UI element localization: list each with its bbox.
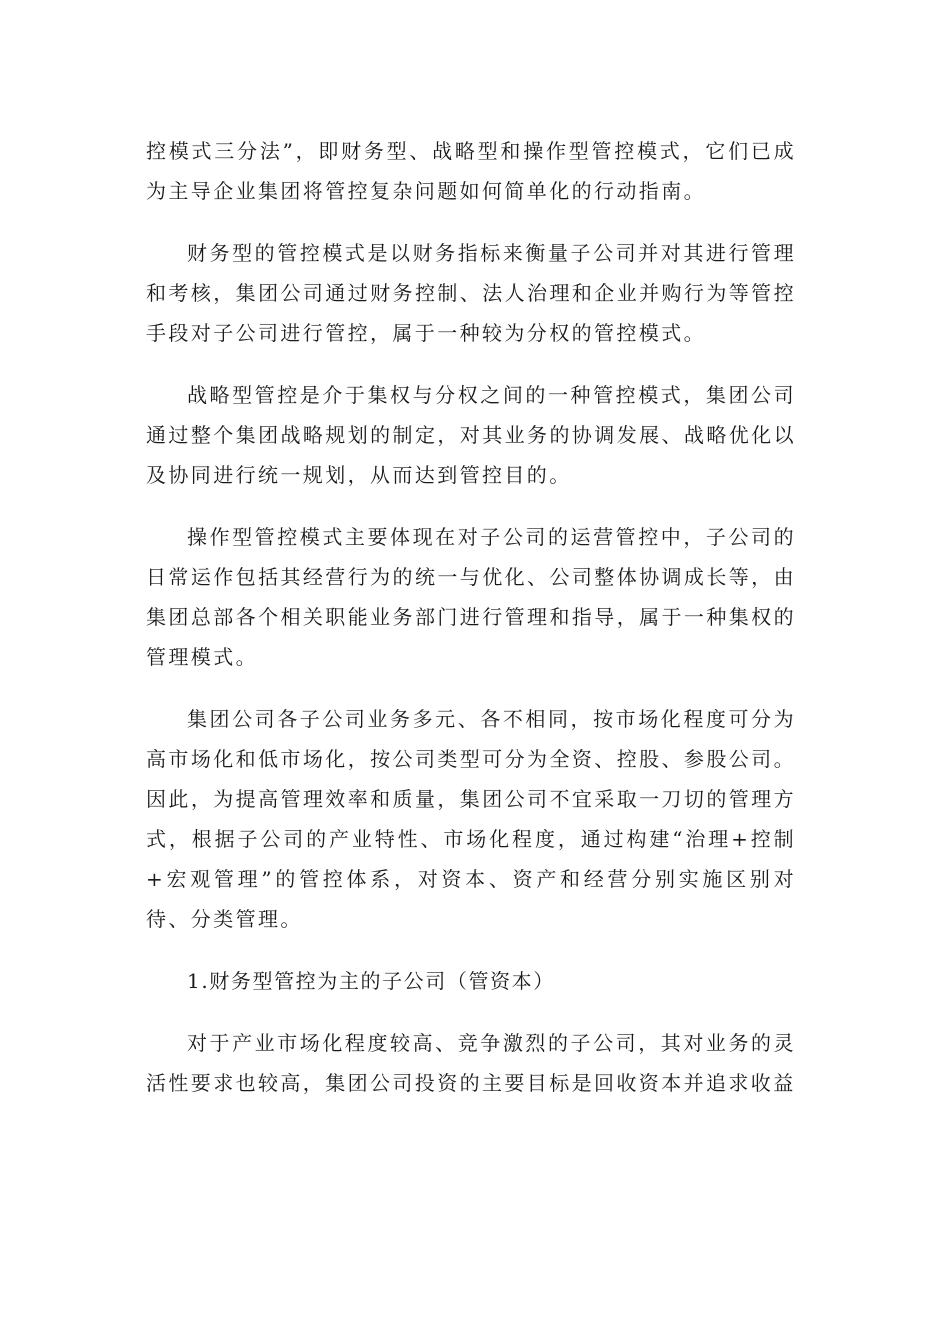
paragraph-operational-control: 操作型管控模式主要体现在对子公司的运营管控中，子公司的日常运作包括其经营行为的统一与优化、公司整体协调成长等，由集团总部各个相关职能业务部门进行管理和指导，属于一种集权的管理模式。	[146, 525, 796, 669]
paragraph-subsidiary-classification: 集团公司各子公司业务多元、各不相同，按市场化程度可分为高市场化和低市场化，按公司类型可分为全资、控股、参股公司。因此，为提高管理效率和质量，集团公司不宜采取一刀切的管理方式，根据子公司的产业特性、市场化程度，通过构建“治理+控制+宏观管理”的管控体系，对资本、资产和经营分别实施区别对待、分类管理。	[146, 707, 796, 931]
paragraph-financial-control: 财务型的管控模式是以财务指标来衡量子公司并对其进行管理和考核，集团公司通过财务控制、法人治理和企业并购行为等管控手段对子公司进行管控，属于一种较为分权的管控模式。	[146, 241, 796, 345]
document-body	[146, 131, 796, 1103]
paragraph-gap	[146, 1001, 796, 1023]
paragraph-financial-subsidiary: 对于产业市场化程度较高、竞争激烈的子公司，其对业务的灵活性要求也较高，集团公司投资的主要目标是回收资本并追求收益	[146, 1031, 796, 1095]
paragraph-strategic-control: 战略型管控是介于集权与分权之间的一种管控模式，集团公司通过整个集团战略规划的制定，对其业务的协调发展、战略优化以及协同进行统一规划，从而达到管控目的。	[146, 383, 796, 487]
paragraph-gap	[146, 939, 796, 961]
paragraph-gap	[146, 353, 796, 375]
paragraph-gap	[146, 211, 796, 233]
paragraph-continuation: 控模式三分法”，即财务型、战略型和操作型管控模式，它们已成为主导企业集团将管控复杂问题如何简单化的行动指南。	[146, 139, 796, 203]
paragraph-gap	[146, 677, 796, 699]
section-heading: 1.财务型管控为主的子公司（管资本）	[187, 969, 555, 993]
paragraph-gap	[146, 495, 796, 517]
